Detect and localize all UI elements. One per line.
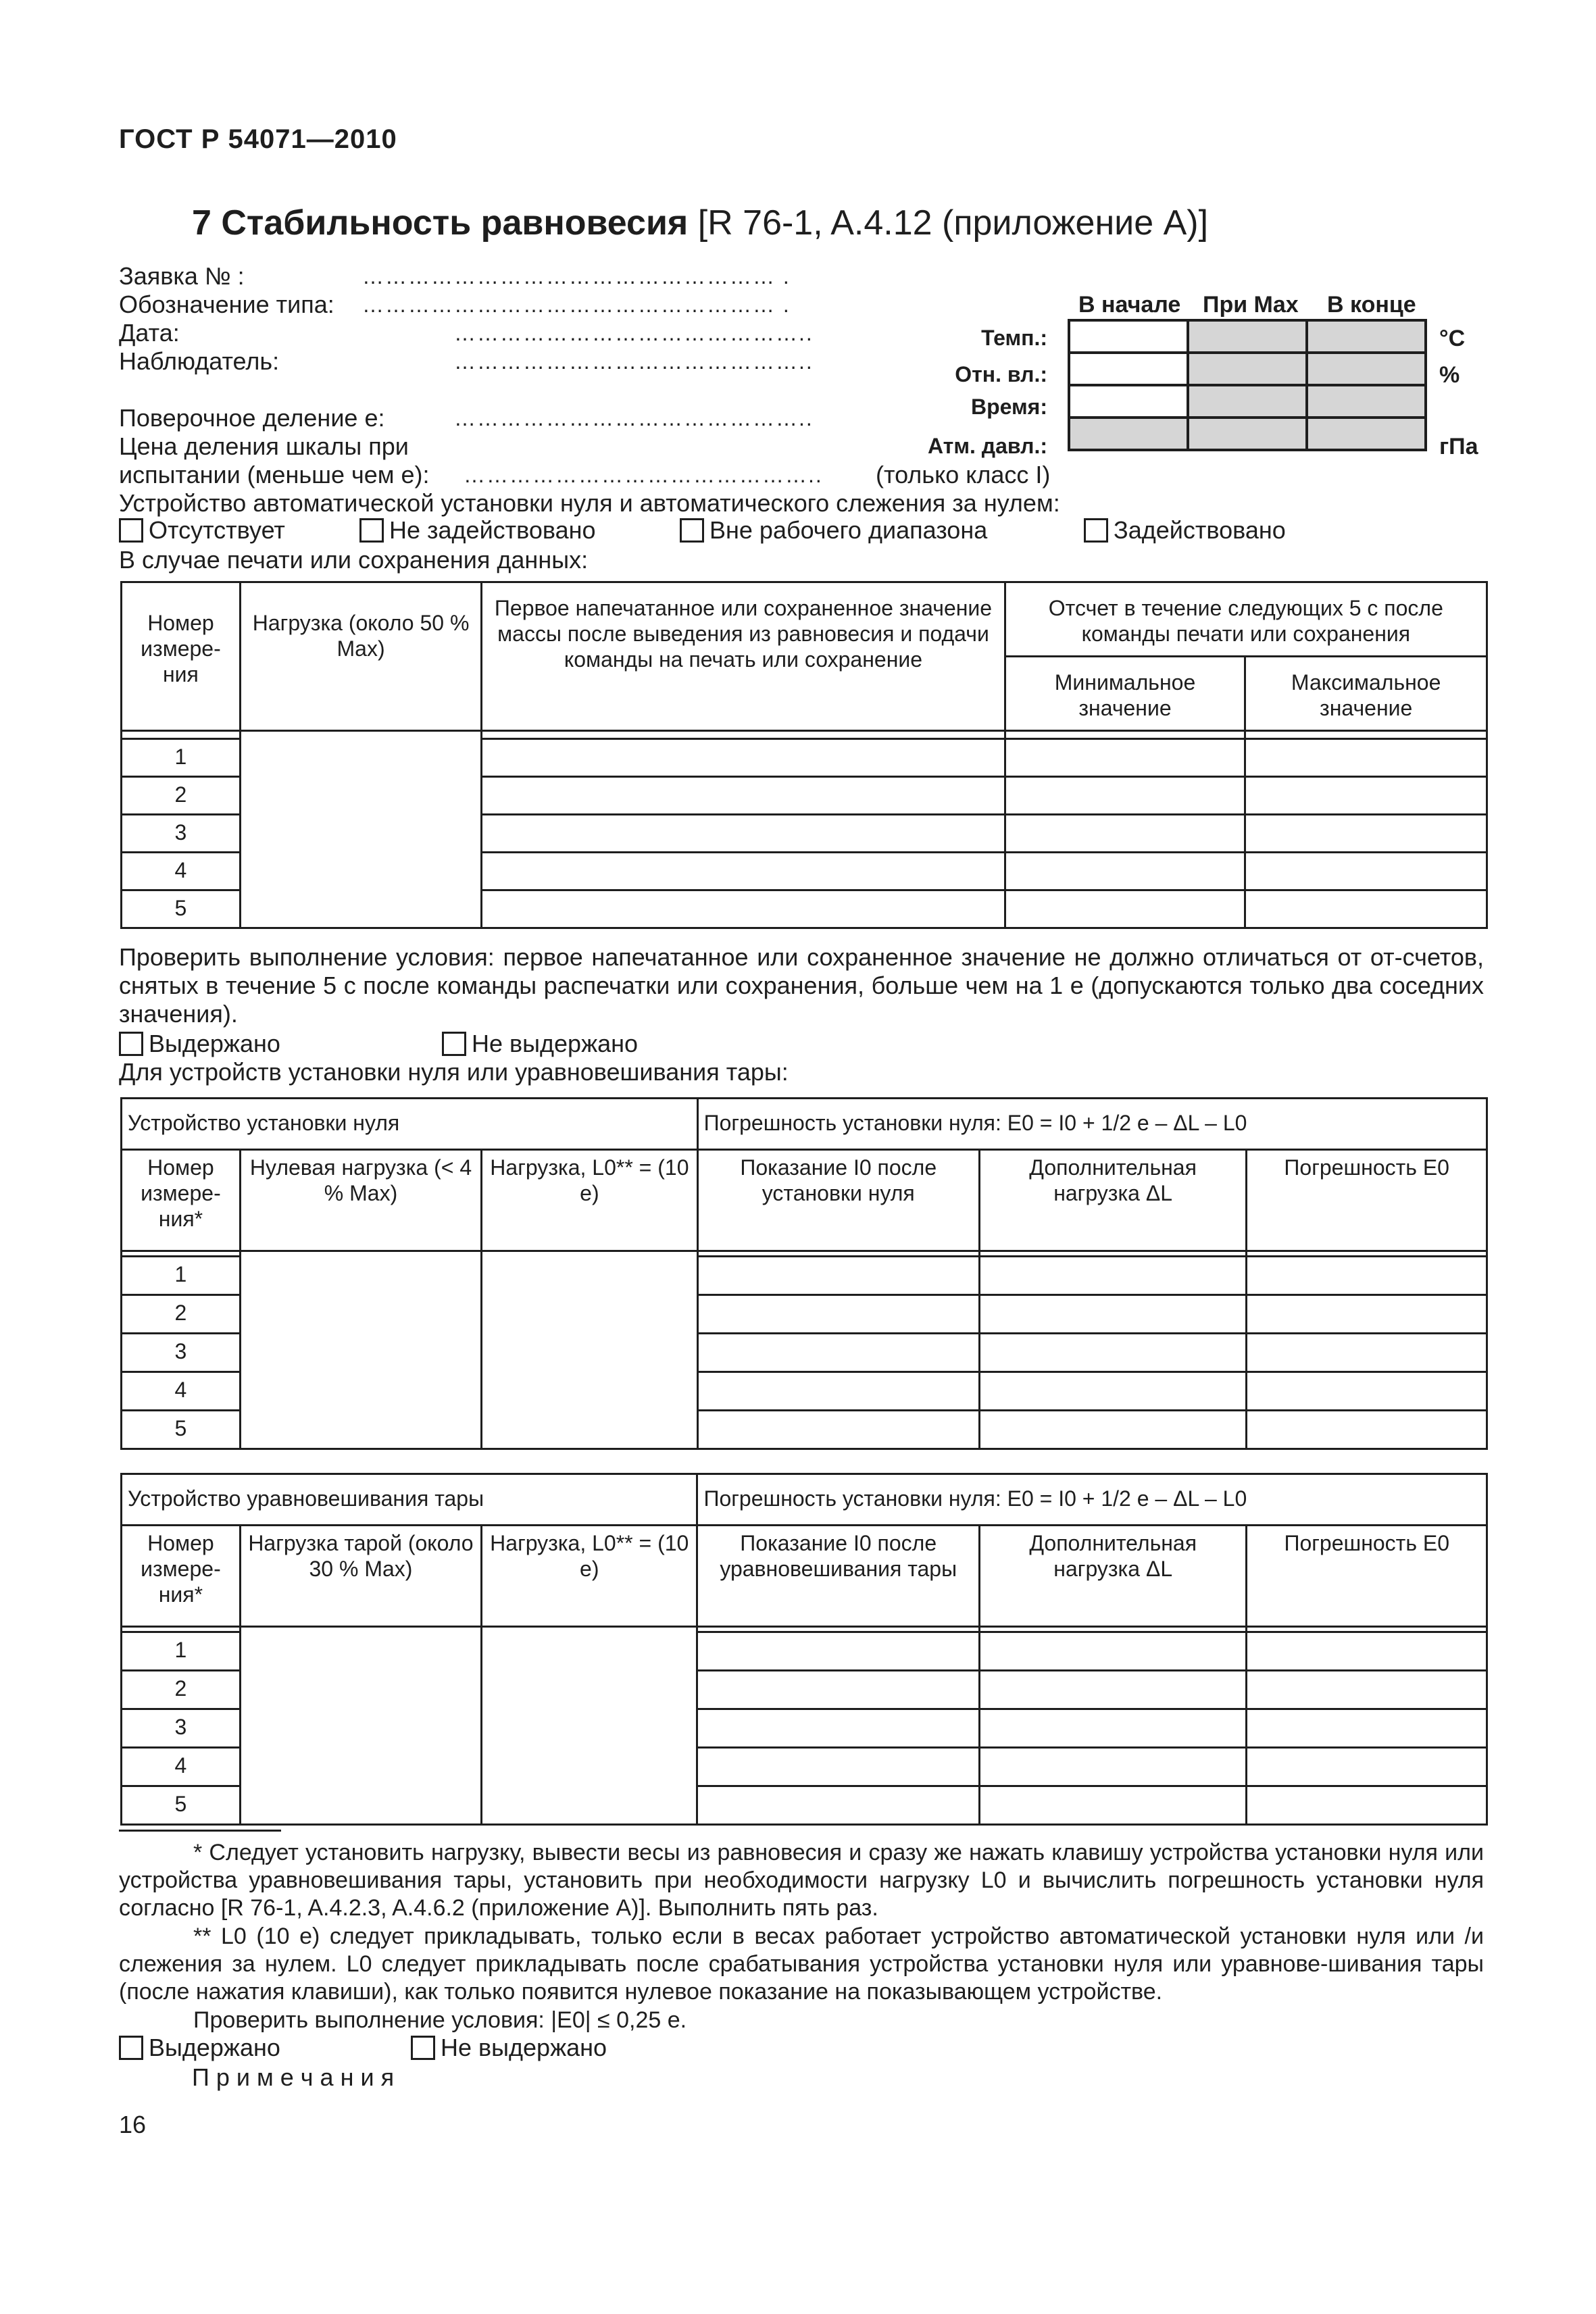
value-cell[interactable] xyxy=(979,1709,1247,1748)
value-cell[interactable] xyxy=(979,1786,1247,1825)
row-number: 2 xyxy=(122,777,241,815)
env-unit-humidity: % xyxy=(1439,362,1460,388)
value-cell[interactable] xyxy=(697,1671,980,1709)
row-number: 2 xyxy=(122,1295,241,1334)
page-number: 16 xyxy=(119,2111,147,2138)
field-scale-line1: Цена деления шкалы при xyxy=(119,432,409,460)
field-date: Дата: xyxy=(119,319,180,347)
value-cell[interactable] xyxy=(697,1372,979,1411)
value-cell[interactable] xyxy=(697,1334,979,1372)
tare-load-cell[interactable] xyxy=(240,1627,481,1825)
value-cell[interactable] xyxy=(1245,815,1487,853)
header-load-l0: Нагрузка, L0** = (10 e) xyxy=(482,1526,697,1627)
footnote-rule xyxy=(119,1830,281,1832)
option-label: Не задействовано xyxy=(389,516,596,544)
header-measurement-number: Номер измере-ния* xyxy=(122,1150,241,1251)
env-cell[interactable] xyxy=(1188,418,1307,450)
env-cell[interactable] xyxy=(1307,320,1426,353)
row-number: 1 xyxy=(122,1632,241,1671)
load-l0-cell[interactable] xyxy=(482,1251,697,1449)
checkbox-icon[interactable] xyxy=(119,2036,143,2060)
check-condition-2: Проверить выполнение условия: |E0| ≤ 0,25 е. xyxy=(193,2007,687,2033)
env-col-start: В начале xyxy=(1078,292,1181,318)
value-cell[interactable] xyxy=(697,1411,979,1449)
value-cell[interactable] xyxy=(979,1372,1247,1411)
field-application-dots[interactable]: ……………………………………………… . xyxy=(362,264,791,288)
spacer xyxy=(482,731,1005,739)
env-unit-pressure: гПа xyxy=(1439,434,1478,459)
failed-label: Не выдержано xyxy=(472,1030,639,1057)
field-scale-line2: испытании (меньше чем е): xyxy=(119,461,430,488)
field-observer: Наблюдатель: xyxy=(119,347,280,375)
value-cell[interactable] xyxy=(1247,1709,1487,1748)
header-first-printed: Первое напечатанное или сохраненное значение массы после выведения из равновесия и подачи команды на печать или сохранение xyxy=(482,582,1005,731)
env-cell[interactable] xyxy=(1307,353,1426,385)
checkbox-icon[interactable] xyxy=(359,518,384,543)
checkbox-icon[interactable] xyxy=(119,518,143,543)
zero-load-cell[interactable] xyxy=(240,1251,481,1449)
spacer xyxy=(1247,1627,1487,1632)
header-reading-i0: Показание I0 после установки нуля xyxy=(697,1150,979,1251)
header-error-e0: Погрешность E0 xyxy=(1247,1150,1487,1251)
header-zero-load: Нулевая нагрузка (< 4 % Max) xyxy=(240,1150,481,1251)
value-cell[interactable] xyxy=(1247,1411,1487,1449)
option-absent[interactable] xyxy=(119,516,285,545)
section-title-main: 7 Стабильность равновесия xyxy=(192,203,689,243)
spacer xyxy=(1247,1251,1487,1257)
spacer xyxy=(979,1627,1247,1632)
option-out-of-range[interactable] xyxy=(680,516,987,545)
field-observer-dots[interactable]: ……………………………………….. xyxy=(454,349,814,374)
tare-formula: Погрешность установки нуля: E0 = I0 + 1/2 e – ΔL – L0 xyxy=(697,1474,1487,1526)
zero-device-label: Устройство автоматической установки нуля и автоматического слежения за нулем: xyxy=(119,489,1060,517)
failed-option[interactable] xyxy=(411,2034,607,2062)
header-reading-i0: Показание I0 после уравновешивания тары xyxy=(697,1526,980,1627)
row-number: 5 xyxy=(122,890,241,928)
env-cell[interactable] xyxy=(1069,353,1188,385)
field-date-dots[interactable]: ……………………………………….. xyxy=(454,321,814,345)
value-cell[interactable] xyxy=(697,1709,980,1748)
field-type: Обозначение типа: xyxy=(119,291,334,318)
spacer xyxy=(979,1251,1247,1257)
row-number: 3 xyxy=(122,815,241,853)
option-label: Отсутствует xyxy=(149,516,285,544)
env-col-end: В конце xyxy=(1327,292,1416,318)
option-engaged[interactable] xyxy=(1084,516,1286,545)
checkbox-icon[interactable] xyxy=(119,1032,143,1056)
spacer xyxy=(1005,731,1245,739)
value-cell[interactable] xyxy=(979,1671,1247,1709)
notes-heading: П р и м е ч а н и я xyxy=(192,2063,395,2091)
value-cell[interactable] xyxy=(1247,1786,1487,1825)
footnote-1: * Следует установить нагрузку, вывести весы из равновесия и сразу же нажать клавишу устройства установки нуля или устройства уравновешивания тары, установить при необходимости нагрузку L0 и вычислить погрешность установки нуля согласно [R 76-1, A.4.2.3, A.4.6.2 (приложение А)]. Выполнить пять раз. xyxy=(119,1840,1484,1921)
field-class-note: (только класс I) xyxy=(876,461,1051,488)
stability-table xyxy=(120,581,1488,929)
row-number: 4 xyxy=(122,853,241,890)
value-cell[interactable] xyxy=(979,1411,1247,1449)
value-cell[interactable] xyxy=(482,777,1005,815)
value-cell[interactable] xyxy=(979,1295,1247,1334)
field-verification: Поверочное деление е: xyxy=(119,404,385,432)
spacer xyxy=(122,731,241,739)
print-label: В случае печати или сохранения данных: xyxy=(119,546,589,574)
zero-setting-table xyxy=(120,1097,1488,1450)
value-cell[interactable] xyxy=(1247,1257,1487,1295)
header-measurement-number: Номер измере-ния xyxy=(122,582,241,731)
header-min-value: Минимальное значение xyxy=(1005,657,1245,731)
failed-label: Не выдержано xyxy=(441,2034,607,2061)
zero-formula: Погрешность установки нуля: E0 = I0 + 1/2 e – ΔL – L0 xyxy=(697,1099,1487,1150)
value-cell[interactable] xyxy=(1005,777,1245,815)
env-cell[interactable] xyxy=(1069,418,1188,450)
header-max-value: Максимальное значение xyxy=(1245,657,1487,731)
spacer xyxy=(1245,731,1487,739)
section-title-ref: [R 76-1, A.4.12 (приложение А)] xyxy=(688,203,1209,243)
env-cell[interactable] xyxy=(1188,353,1307,385)
value-cell[interactable] xyxy=(1245,777,1487,815)
header-readings-5s: Отсчет в течение следующих 5 с после команды печати или сохранения xyxy=(1005,582,1487,657)
footnote-2: ** L0 (10 е) следует прикладывать, только если в весах работает устройство автоматической установки нуля или /и слежения за нулем. L0 следует прикладывать после срабатывания устройства установки нуля или уравнове-шивания тары (после нажатия клавиши), как только появится нулевое показание на показывающем устройстве. xyxy=(119,1923,1484,2005)
value-cell[interactable] xyxy=(979,1334,1247,1372)
value-cell[interactable] xyxy=(979,1748,1247,1786)
value-cell[interactable] xyxy=(1005,890,1245,928)
option-label: Задействовано xyxy=(1114,516,1286,544)
row-number: 5 xyxy=(122,1411,241,1449)
env-label-humidity: Отн. вл.: xyxy=(955,362,1047,386)
value-cell[interactable] xyxy=(1247,1748,1487,1786)
value-cell[interactable] xyxy=(1247,1295,1487,1334)
env-cell[interactable] xyxy=(1188,320,1307,353)
devices-label: Для устройств установки нуля или уравновешивания тары: xyxy=(119,1058,789,1086)
env-cell[interactable] xyxy=(1307,418,1426,450)
header-load-l0: Нагрузка, L0** = (10 e) xyxy=(482,1150,697,1251)
standard-header: ГОСТ Р 54071—2010 xyxy=(119,124,397,154)
header-additional-load: Дополнительная нагрузка ΔL xyxy=(979,1150,1247,1251)
row-number: 5 xyxy=(122,1786,241,1825)
value-cell[interactable] xyxy=(482,739,1005,777)
header-additional-load: Дополнительная нагрузка ΔL xyxy=(979,1526,1247,1627)
header-measurement-number: Номер измере-ния* xyxy=(122,1526,241,1627)
load-l0-cell[interactable] xyxy=(482,1627,697,1825)
field-scale-dots[interactable]: ……………………………………….. xyxy=(464,463,823,487)
passed-option[interactable] xyxy=(119,1030,280,1058)
value-cell[interactable] xyxy=(482,815,1005,853)
checkbox-icon[interactable] xyxy=(680,518,704,543)
row-number: 3 xyxy=(122,1334,241,1372)
env-label-temp: Темп.: xyxy=(981,326,1047,350)
row-number: 4 xyxy=(122,1372,241,1411)
header-error-e0: Погрешность E0 xyxy=(1247,1526,1487,1627)
value-cell[interactable] xyxy=(1005,853,1245,890)
header-tare-load: Нагрузка тарой (около 30 % Max) xyxy=(240,1526,481,1627)
checkbox-icon[interactable] xyxy=(442,1032,466,1056)
row-number: 1 xyxy=(122,739,241,777)
field-type-dots[interactable]: ……………………………………………… . xyxy=(362,293,791,317)
header-load: Нагрузка (около 50 % Max) xyxy=(240,582,481,731)
value-cell[interactable] xyxy=(1245,853,1487,890)
env-cell[interactable] xyxy=(1069,385,1188,418)
value-cell[interactable] xyxy=(697,1257,979,1295)
value-cell[interactable] xyxy=(1245,890,1487,928)
value-cell[interactable] xyxy=(697,1295,979,1334)
value-cell[interactable] xyxy=(1247,1372,1487,1411)
section-title xyxy=(192,203,1208,243)
env-label-time: Время: xyxy=(970,395,1047,419)
checkbox-icon[interactable] xyxy=(411,2036,435,2060)
load-cell[interactable] xyxy=(240,731,481,928)
value-cell[interactable] xyxy=(1245,739,1487,777)
value-cell[interactable] xyxy=(979,1632,1247,1671)
row-number: 2 xyxy=(122,1671,241,1709)
env-col-max: При Max xyxy=(1203,292,1299,318)
row-number: 4 xyxy=(122,1748,241,1786)
option-not-engaged[interactable] xyxy=(359,516,596,545)
value-cell[interactable] xyxy=(482,853,1005,890)
value-cell[interactable] xyxy=(1247,1632,1487,1671)
environment-table xyxy=(1068,319,1427,451)
env-unit-temp: °C xyxy=(1439,326,1466,351)
passed-label: Выдержано xyxy=(149,1030,280,1057)
passed-label: Выдержано xyxy=(149,2034,280,2061)
value-cell[interactable] xyxy=(979,1257,1247,1295)
env-cell[interactable] xyxy=(1307,385,1426,418)
tare-table xyxy=(120,1473,1488,1826)
spacer xyxy=(122,1627,241,1632)
check-condition-1: Проверить выполнение условия: первое напечатанное или сохраненное значение не должно отличаться от от-счетов, снятых в течение 5 с после команды распечатки или сохранения, больше чем на 1 е (допускаются только два соседних значения). xyxy=(119,943,1484,1028)
tare-device-title: Устройство уравновешивания тары xyxy=(122,1474,697,1526)
value-cell[interactable] xyxy=(1005,815,1245,853)
row-number: 3 xyxy=(122,1709,241,1748)
value-cell[interactable] xyxy=(697,1632,980,1671)
spacer xyxy=(697,1627,980,1632)
value-cell[interactable] xyxy=(482,890,1005,928)
field-application: Заявка № : xyxy=(119,262,245,290)
passed-option[interactable] xyxy=(119,2034,280,2062)
value-cell[interactable] xyxy=(1005,739,1245,777)
spacer xyxy=(122,1251,241,1257)
field-verification-dots[interactable]: ……………………………………….. xyxy=(454,406,814,430)
value-cell[interactable] xyxy=(1247,1334,1487,1372)
env-label-pressure: Атм. давл.: xyxy=(927,434,1047,458)
option-label: Вне рабочего диапазона xyxy=(709,516,988,544)
value-cell[interactable] xyxy=(1247,1671,1487,1709)
value-cell[interactable] xyxy=(697,1786,980,1825)
row-number: 1 xyxy=(122,1257,241,1295)
value-cell[interactable] xyxy=(697,1748,980,1786)
zero-device-title: Устройство установки нуля xyxy=(122,1099,698,1150)
env-cell[interactable] xyxy=(1069,320,1188,353)
spacer xyxy=(697,1251,979,1257)
failed-option[interactable] xyxy=(442,1030,638,1058)
checkbox-icon[interactable] xyxy=(1084,518,1108,543)
env-cell[interactable] xyxy=(1188,385,1307,418)
